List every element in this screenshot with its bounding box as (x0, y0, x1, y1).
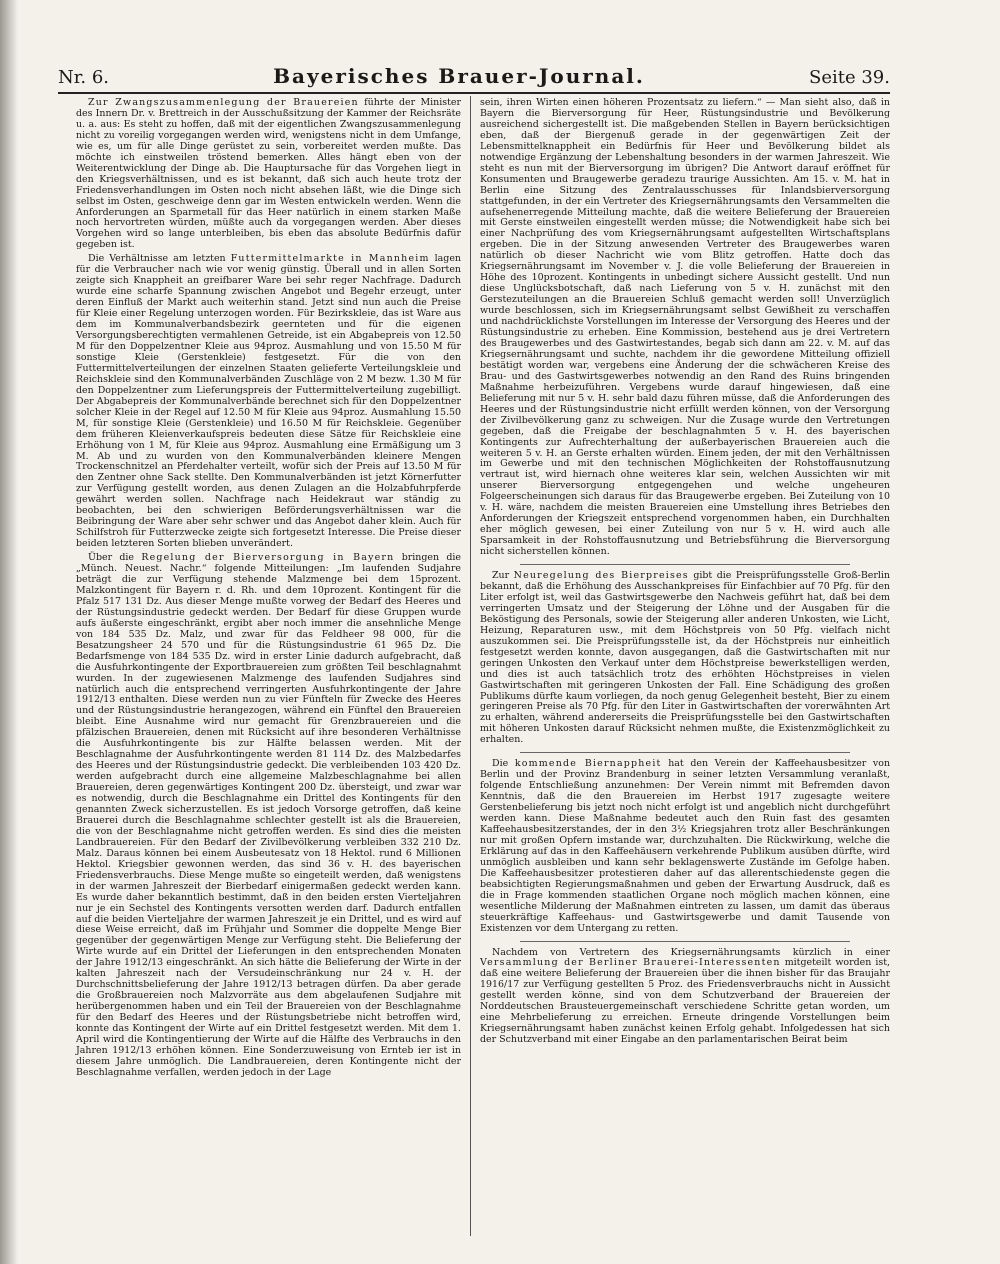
header-rule (58, 92, 890, 94)
article-brauerei-interessenten (480, 948, 890, 1047)
right-column (480, 98, 890, 1049)
article-zwangszusammenlegung (76, 98, 461, 251)
article-heading: Futtermittelmarkte in Mannheim (230, 253, 430, 265)
article-heading: Zur Zwangszusammenlegung der Brauereien (88, 97, 359, 108)
article-heading: Regelung der Bierversorgung in Bayern (141, 552, 395, 564)
binding-shadow (0, 0, 18, 1264)
issue-number: Nr. 6. (58, 67, 109, 88)
article-heading: kommende Biernappheit (514, 758, 662, 770)
article-body: sein, ihren Wirten einen höheren Prozentsatz zu liefern.“ — Man sieht also, daß in Bayern die Bierversorgung für Heer, Rüstungsindustrie und Bevölkerung ausreichend sichergestellt ist. Die maßgebenden Stellen in Bayern berücksichtigen eben, daß der Biergenuß gerade in der gegenwärtigen Zeit der Lebensmittelknappheit ein Bedürfnis für Heer und Bevölkerung bildet als notwendige Ergänzung der Lebenshaltung besonders in der warmen Jahreszeit. Wie steht es nun mit der Bierversorgung im übrigen? Die Antwort darauf eröffnet für Konsumenten und Braugewerbe geradezu traurige Aussichten. Am 15. v. M. hat in Berlin eine Sitzung des Zentralausschusses für Inlandsbierversorgung stattgefunden, in der ein Vertreter des Kriegsernährungsamts den Versammelten die aufsehenerregende Mitteilung machte, daß die weitere Belieferung der Brauereien mit Gerste einstweilen eingestellt werden müsse; die Notwendigkeit habe sich bei einer Nachprüfung des vom Kriegsernährungsamt aufgestellten Wirtschaftsplans ergeben. Die in der Sitzung anwesenden Vertreter des Braugewerbes waren natürlich ob dieser Nachricht wie vom Blitz getroffen. Hatte doch das Kriegsernährungsamt im November v. J. die volle Belieferung der Brauereien in Höhe des 10prozent. Kontingents in unbedingt sichere Aussicht gestellt. Und nun diese Unglücksbotschaft, daß nach Lieferung von 5 v. H. zunächst mit den Gerstezuteilungen an die Brauereien Schluß gemacht werden soll! Unverzüglich wurde beschlossen, sich im Kriegsernährungsamt selbst Gewißheit zu verschaffen und nachdrücklichste Vorstellungen im Interesse der Versorgung des Heeres und der Rüstungsindustrie zu erheben. Eine Kommission, bestehend aus je drei Vertretern des Braugewerbes und des Gastwirtestandes, begab sich dann am 22. v. M. auf das Kriegsernährungsamt und suchte, nachdem ihr die gewordene Mitteilung offiziell bestätigt worden war, vergebens eine Änderung der die schwächeren Kreise des Brau- und des Gastwirtsgewerbes notwendig an den Rand des Ruins bringenden Maßnahme herbeizuführen. Vergebens wurde darauf hingewiesen, daß eine Belieferung mit nur 5 v. H. sehr bald dazu führen müsse, daß die Anforderungen des Heeres und der Rüstungsindustrie nicht erfüllt werden können, von der Versorgung der Zivilbevölkerung ganz zu schweigen. Nur die Zusage wurde den Vertretungen gegeben, daß die Freigabe der beschlagnahmten 5 v. H. des bayerischen Kontingents zur Aufrechterhaltung der außerbayerischen Brauereien auch die weiteren 5 v. H. an Gerste erhalten würden. Einem jeden, der mit den Verhältnissen im Gewerbe und mit den technischen Möglichkeiten der Rohstoffausnutzung vertraut ist, wird hiernach ohne weiteres klar sein, welchen Aussichten wir mit unserer Bierversorgung entgegengehen und welche ungeheuren Folgeerscheinungen sich daraus für das Braugewerbe ergeben. Bei Zuteilung von 10 v. H. wäre, nachdem die meisten Brauereien eine Umstellung ihres Betriebes den Anforderungen der Kriegszeit entsprechend vorgenommen haben, ein Durchhalten eher möglich gewesen, bei einer Zuteilung von nur 5 v. H. wird auch alle Sparsamkeit in der Rohstoffausnutzung und Betriebsführung die Bierversorgung nicht sicherstellen können. (480, 97, 890, 558)
article-body: führte der Minister des Innern Dr. v. Brettreich in der Ausschußsitzung der Kammer der Reichsräte u. a. aus: Es steht zu hoffen, daß mit der eigentlichen Zwangszusammenlegung nicht zu voreilig vorgegangen werden wird, wenigstens nicht in dem Umfange, wie es, um für alle Dinge gerüstet zu sein, vorbereitet werden mußte. Das möchte ich einstweilen tröstend bemerken. Alles hängt eben von der Weiterentwicklung der Dinge ab. Die Hauptursache für das Vorgehen liegt in den Kriegsverhältnissen, und es ist bekannt, daß sich auch heute trotz der Friedensverhandlungen im Osten noch nicht absehen läßt, wie die Dinge sich selbst im Osten, geschweige denn gar im Westen entwickeln werden. Wenn die Anforderungen an Sparmetall für das Heer natürlich in einem starken Maße noch hervortreten würden, müßte auch da vorgegangen werden. Aber dieses Vorgehen wird so lange unterbleiben, bis eben das absolute Bedürfnis dafür gegeben ist. (76, 97, 461, 251)
section-rule (520, 564, 850, 565)
article-body: gibt die Preisprüfungsstelle Groß-Berlin bekannt, daß die Erhöhung des Ausschankpreises für Einfachbier auf 70 Pfg. für den Liter erfolgt ist, weil das Gastwirtsgewerbe den Nachweis geführt hat, daß bei dem verringerten Umsatz und der Steigerung der Löhne und der Ausgaben für die Beköstigung des Personals, sowie der Steigerung aller anderen Unkosten, wie Licht, Heizung, Reparaturen usw., mit dem Höchstpreis von 50 Pfg. vielfach nicht auszukommen sei. Die Preisprüfungsstelle ist, da der Höchstpreis nur einheitlich festgesetzt werden konnte, davon ausgegangen, daß die Gastwirtschaften mit nur geringen Unkosten den Verkauf unter dem Höchstpreise bewerkstelligen werden, und dies ist auch tatsächlich trotz des erhöhten Höchstpreises in vielen Gastwirtschaften mit geringeren Unkosten der Fall. Eine Schädigung des großen Publikums dürfte kaum vorliegen, da noch genug Gelegenheit besteht, Bier zu einem geringeren Preise als 70 Pfg. für den Liter in Gastwirtschaften der vorerwähnten Art zu erhalten, während andererseits die Preisprüfungsstelle bei den Gastwirtschaften mit höheren Unkosten darauf Rücksicht nehmen mußte, die Existenzmöglichkeit zu erhalten. (480, 570, 890, 746)
section-rule (520, 941, 850, 942)
article-futtermittelmarkt (76, 254, 461, 550)
article-biernappheit (480, 759, 890, 934)
article-bierversorgung-bayern (76, 553, 461, 1079)
column-divider (470, 96, 471, 1236)
article-body: mitgeteilt worden ist, daß eine weitere Belieferung der Brauereien über die ihnen bisher für das Braujahr 1916/17 zur Verfügung gestellten 5 Proz. des Friedensverbrauchs nicht in Aussicht gestellt werden könne, sind von dem Schutzverband der Brauereien der Norddeutschen Brausteuergemeinschaft verschiedene Schritte getan worden, um eine Mehrbelieferung zu erreichen. Erneute dringende Vorstellungen beim Kriegsernährungsamt haben zunächst keinen Erfolg gehabt. Infolgedessen hat sich der Schutzverband mit einer Eingabe an den parlamentarischen Beirat beim (480, 957, 890, 1046)
article-lead: Nachdem von Vertretern des Kriegsernährungsamts kürzlich in einer (492, 946, 890, 958)
article-body: lagen für die Verbraucher nach wie vor wenig günstig. Überall und in allen Sorten zeigte sich Knappheit an greifbarer Ware bei sehr reger Nachfrage. Dadurch wurde eine scharfe Spannung zwischen Angebot und Begehr erzeugt, unter deren Einfluß der Markt auch weiterhin stand. Jetzt sind nun auch die Preise für Kleie einer Regelung unterzogen worden. Für Bezirkskleie, das ist Ware aus dem im Kommunalverbandsbezirk geernteten und für die eigenen Versorgungsberechtigten vermahlenen Getreide, ist ein Abgabepreis von 12.50 M für den Doppelzentner Kleie aus 94proz. Ausmahlung und von 15.50 M für sonstige Kleie (Gerstenkleie) festgesetzt. Für die von den Futtermittelverteilungen der einzelnen Staaten gelieferte Verteilungskleie und Reichskleie sind den Kommunalverbänden Zuschläge von 2 M bezw. 1.30 M für den Doppelzentner zum Lieferungspreis der Futtermittelverteilung zugebilligt. Der Abgabepreis der Kommunalverbände berechnet sich für den Doppelzentner solcher Kleie in der Regel auf 12.50 M für Kleie aus 94proz. Ausmahlung 15.50 M, für sonstige Kleie (Gerstenkleie) und 16.50 M für Reichskleie. Gegenüber dem früheren Kleienverkaufspreis bedeuten diese Sätze für Reichskleie eine Erhöhung von 1 M, für Kleie aus 94proz. Ausmahlung eine Ermäßigung um 3 M. Ab und zu wurden von den Kommunalverbänden kleinere Mengen Trockenschnitzel an Pferdehalter verteilt, wofür sich der Preis auf 13.50 M für den Zentner ohne Sack stellte. Den Kommunalverbänden ist jetzt Körnerfutter zur Verfügung gestellt worden, aus denen Zulagen an die Holzabfuhrpferde gewährt werden sollen. Nachfrage nach Heidekraut war ständig zu beobachten, bei den schwierigen Beförderungsverhältnissen war die Beibringung der Ware aber sehr schwer und das Angebot daher klein. Auch für Schilfstroh für Futterzwecke zeigte sich fortgesetzt Interesse. Die Preise dieser beiden letzteren Sorten blieben unverändert. (76, 253, 462, 550)
article-continuation (480, 98, 890, 558)
journal-title: Bayerisches Brauer-Journal. (273, 64, 645, 88)
article-lead: Zur (492, 570, 510, 582)
article-lead: Die Verhältnisse am letzten (88, 253, 226, 265)
article-body: bringen die „Münch. Neuest. Nachr.“ folgende Mitteilungen: „Im laufenden Sudjahre beträgt die zur Verfügung stehende Malzmenge bei dem 15prozent. Malzkontingent für Bayern r. d. Rh. und dem 10prozent. Kontingent für die Pfalz 517 131 Dz. Aus dieser Menge mußte vorweg der Bedarf des Heeres und der Rüstungsindustrie gedeckt werden. Der Bedarf für diese Gruppen wurde aufs äußerste eingeschränkt, ergibt aber noch immer die ansehnliche Menge von 184 535 Dz. Malz, und zwar für das Feldheer 98 000, für die Besatzungsheer 24 570 und für die Rüstungsindustrie 61 965 Dz. Die Bedarfsmenge von 184 535 Dz. wird in erster Linie dadurch aufgebracht, daß die Ausfuhrkontingente der Exportbrauereien zum größten Teil beschlagnahmt wurden. In der zugewiesenen Malzmenge des laufenden Sudjahres sind natürlich auch die entsprechend verringerten Ausfuhrkontingente der Jahre 1912/13 enthalten. Diese werden nun zu vier Fünfteln für Zwecke des Heeres und der Rüstungsindustrie herangezogen, während ein Fünftel den Brauereien bleibt. Eine Ausnahme wird nur gemacht für Grenzbrauereien und die pfälzischen Brauereien, denen mit Rücksicht auf ihre besonderen Verhältnisse die Ausfuhrkontingente bis zur Hälfte belassen werden. Mit der Beschlagnahme der Ausfuhrkontingente werden 81 114 Dz. des Malzbedarfes des Heeres und der Rüstungsindustrie gedeckt. Die verbleibenden 103 420 Dz. werden aufgebracht durch eine allgemeine Malzbeschlagnahme bei allen Brauereien, deren gegenwärtiges Kontingent 200 Dz. übersteigt, und zwar war es notwendig, durch die Beschlagnahme ein Drittel des Kontingents für den genannten Zweck sicherzustellen. Es ist jedoch Vorsorge getroffen, daß keine Brauerei durch die Beschlagnahme schlechter gestellt ist als die Brauereien, die von der Beschlagnahme nicht getroffen werden. Es sind dies die meisten Landbrauereien. Für den Bedarf der Zivilbevölkerung verbleiben 332 210 Dz. Malz. Daraus können bei einem Ausbeutesatz von 18 Hektol. rund 6 Millionen Hektol. Kriegsbier gewonnen werden, das sind 36 v. H. des bayerischen Friedensverbrauchs. Diese Menge mußte so eingeteilt werden, daß wenigstens in der warmen Jahreszeit der Bierbedarf einigermaßen gedeckt werden kann. Es wurde daher bekanntlich bestimmt, daß in den beiden ersten Vierteljahren nur je ein Sechstel des Kontingents versotten werden darf. Dadurch entfallen auf die beiden Vierteljahre der warmen Jahreszeit je ein Drittel, und es wird auf diese Weise erreicht, daß im Frühjahr und Sommer die doppelte Menge Bier gegenüber der gegenwärtigen Menge zur Verfügung steht. Die Belieferung der Wirte wurde auf ein Drittel der Lieferungen in den entsprechenden Monaten der Jahre 1912/13 eingeschränkt. An sich hätte die Belieferung der Wirte in der kalten Jahreszeit nach der Versudeinschränkung nur 24 v. H. der Durchschnittsbelieferung der Jahre 1912/13 betragen dürfen. Da aber gerade die Großbrauereien noch Malzvorräte aus dem abgelaufenen Sudjahre mit herübergenommen haben und ein Teil der Brauereien von der Beschlagnahme für den Bedarf des Heeres und der Rüstungsbetriebe nicht betroffen wird, konnte das Kontingent der Wirte auf ein Drittel festgesetzt werden. Mit dem 1. April wird die Kontingentierung der Wirte auf die Hälfte des Verbrauchs in den Jahren 1912/13 erhöhen können. Eine Sonderzuweisung von Ernteb ier ist in diesem Jahre unmöglich. Die Landbrauereien, deren Kontingente nicht der Beschlagnahme verfallen, werden jedoch in der Lage (76, 552, 461, 1078)
article-heading: Versammlung der Berliner Brauerei-Interessenten (480, 957, 781, 969)
article-lead: Über die (88, 552, 135, 564)
article-bierpreis (480, 571, 890, 746)
article-body: hat den Verein der Kaffeehausbesitzer von Berlin und der Provinz Brandenburg in seiner letzten Versammlung veranlaßt, folgende Entschließung anzunehmen: Der Verein nimmt mit Befremden davon Kenntnis, daß die den Brauereien im Herbst 1917 zugesagte weitere Gerstenbelieferung bis jetzt noch nicht erfolgt ist und angeblich nicht durchgeführt werden kann. Diese Maßnahme bedeutet auch den Ruin fast des gesamten Kaffeehausbesitzerstandes, der in den 3½ Kriegsjahren trotz aller Beschränkungen nur mit großen Opfern imstande war, durchzuhalten. Die Rückwirkung, welche die Erklärung auf das in den Kaffeehäusern verkehrende Publikum ausüben dürfte, wird unmöglich ausbleiben und kann sehr beklagenswerte Zustände im Gefolge haben. Die Kaffeehausbesitzer protestieren daher auf das allerentschiedenste gegen die beabsichtigten Regierungsmaßnahmen und geben der Erwartung Ausdruck, daß es die in Frage kommenden staatlichen Organe noch möglich machen können, eine wesentliche Milderung der Maßnahmen eintreten zu lassen, um damit das überaus steuerkräftige Kaffeehaus- und Gastwirtsgewerbe und damit Tausende von Existenzen vor dem Untergang zu retten. (480, 758, 891, 934)
section-rule (520, 752, 850, 753)
article-lead: Die (492, 758, 509, 770)
page-number: Seite 39. (809, 67, 890, 88)
page-header (58, 64, 890, 90)
article-heading: Neuregelung des Bierpreises (513, 570, 689, 582)
left-column (76, 98, 461, 1082)
